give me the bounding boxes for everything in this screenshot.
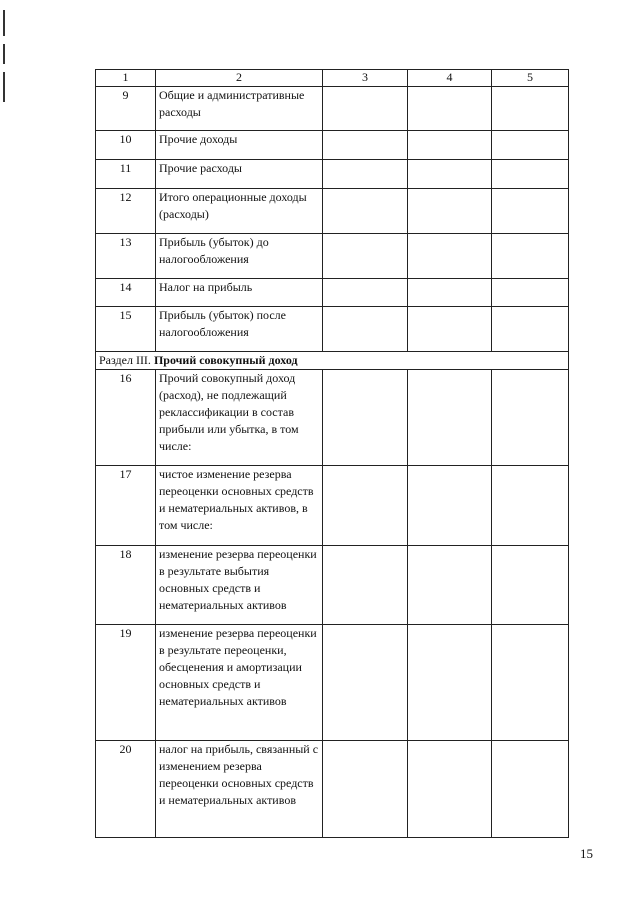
- report-table: [95, 69, 569, 838]
- value-cell: [323, 234, 408, 279]
- row-label: Итого операционные доходы (расходы): [156, 189, 323, 234]
- value-cell: [323, 279, 408, 307]
- row-label: чистое изменение резерва переоценки основных средств и нематериальных активов, в том числе:: [156, 466, 323, 546]
- value-cell: [408, 87, 492, 131]
- row-label: изменение резерва переоценки в результате переоценки, обесценения и амортизации основных средств и нематериальных активов: [156, 625, 323, 741]
- value-cell: [323, 307, 408, 352]
- table-row: [96, 370, 569, 466]
- row-number: 11: [96, 160, 156, 189]
- row-number: 14: [96, 279, 156, 307]
- row-label: Прочий совокупный доход (расход), не подлежащий реклассификации в состав прибыли или убытка, в том числе:: [156, 370, 323, 466]
- row-number: 16: [96, 370, 156, 466]
- section-heading: [96, 352, 569, 370]
- row-number: 20: [96, 741, 156, 838]
- table-row: [96, 189, 569, 234]
- margin-mark-bottom: [3, 72, 5, 102]
- row-number: 13: [96, 234, 156, 279]
- value-cell: [492, 87, 569, 131]
- value-cell: [323, 546, 408, 625]
- row-number: 17: [96, 466, 156, 546]
- value-cell: [408, 625, 492, 741]
- value-cell: [492, 131, 569, 160]
- row-label: Общие и административные расходы: [156, 87, 323, 131]
- row-label: Прочие расходы: [156, 160, 323, 189]
- value-cell: [323, 370, 408, 466]
- row-label: Прибыль (убыток) после налогообложения: [156, 307, 323, 352]
- value-cell: [408, 131, 492, 160]
- table-row: [96, 160, 569, 189]
- margin-mark-middle: [3, 44, 5, 64]
- row-number: 12: [96, 189, 156, 234]
- row-label: Прибыль (убыток) до налогообложения: [156, 234, 323, 279]
- row-number: 18: [96, 546, 156, 625]
- value-cell: [492, 546, 569, 625]
- table-row: [96, 307, 569, 352]
- value-cell: [408, 741, 492, 838]
- row-number: 9: [96, 87, 156, 131]
- row-number: 15: [96, 307, 156, 352]
- table-row: [96, 741, 569, 838]
- value-cell: [408, 189, 492, 234]
- table-row: [96, 625, 569, 741]
- value-cell: [492, 370, 569, 466]
- value-cell: [492, 741, 569, 838]
- column-header: 2: [156, 70, 323, 87]
- margin-mark-top: [3, 10, 5, 36]
- row-label: налог на прибыль, связанный с изменением резерва переоценки основных средств и нематериальных активов: [156, 741, 323, 838]
- value-cell: [492, 625, 569, 741]
- value-cell: [408, 307, 492, 352]
- table-row: [96, 466, 569, 546]
- column-header: 3: [323, 70, 408, 87]
- section-row: [96, 352, 569, 370]
- column-header: 5: [492, 70, 569, 87]
- table-row: [96, 131, 569, 160]
- table-row: [96, 234, 569, 279]
- value-cell: [492, 234, 569, 279]
- value-cell: [408, 234, 492, 279]
- value-cell: [323, 87, 408, 131]
- section-prefix: Раздел III.: [99, 353, 151, 367]
- row-label: Налог на прибыль: [156, 279, 323, 307]
- row-number: 10: [96, 131, 156, 160]
- value-cell: [323, 741, 408, 838]
- value-cell: [408, 160, 492, 189]
- value-cell: [323, 466, 408, 546]
- table-row: [96, 87, 569, 131]
- value-cell: [492, 466, 569, 546]
- value-cell: [323, 131, 408, 160]
- column-header: 4: [408, 70, 492, 87]
- value-cell: [492, 160, 569, 189]
- value-cell: [408, 546, 492, 625]
- value-cell: [408, 279, 492, 307]
- value-cell: [323, 160, 408, 189]
- value-cell: [492, 279, 569, 307]
- value-cell: [408, 466, 492, 546]
- value-cell: [323, 189, 408, 234]
- table-row: [96, 279, 569, 307]
- row-label: изменение резерва переоценки в результате выбытия основных средств и нематериальных активов: [156, 546, 323, 625]
- page-number: 15: [580, 846, 593, 861]
- column-header-row: [96, 70, 569, 87]
- section-title: Прочий совокупный доход: [153, 353, 298, 367]
- value-cell: [323, 625, 408, 741]
- row-number: 19: [96, 625, 156, 741]
- row-label: Прочие доходы: [156, 131, 323, 160]
- value-cell: [492, 307, 569, 352]
- value-cell: [408, 370, 492, 466]
- table-row: [96, 546, 569, 625]
- column-header: 1: [96, 70, 156, 87]
- value-cell: [492, 189, 569, 234]
